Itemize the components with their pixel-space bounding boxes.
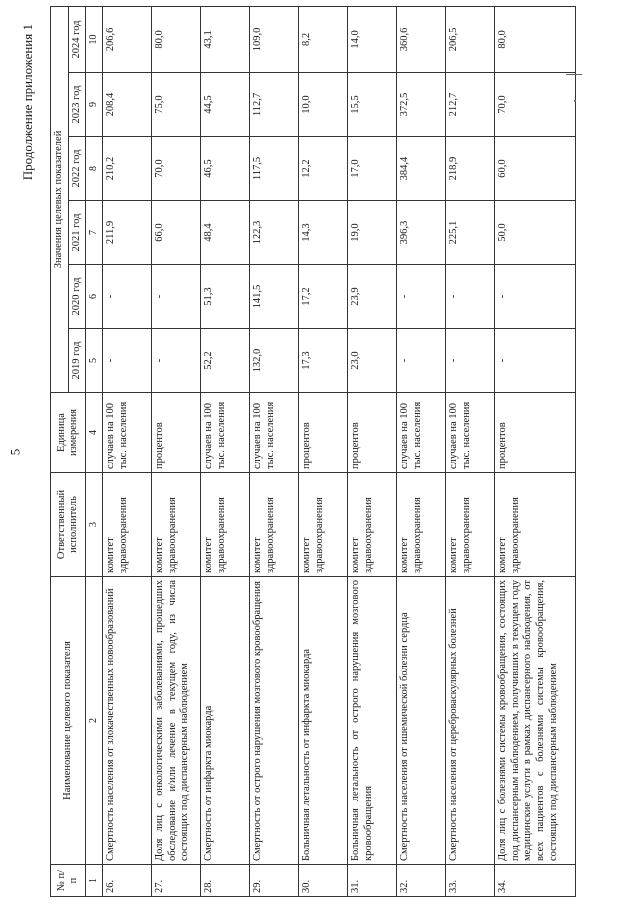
- value-cell: -: [397, 265, 446, 329]
- row-number: 30.: [299, 865, 348, 897]
- pen-mark: [566, 74, 582, 75]
- unit: процентов: [495, 393, 576, 473]
- table-row: [348, 6, 397, 896]
- table-row: [495, 6, 576, 896]
- header-year: 2019 год: [68, 329, 86, 393]
- value-cell: 80,0: [152, 6, 201, 72]
- header-row-1: [51, 6, 69, 896]
- value-cell: 8,2: [299, 6, 348, 72]
- value-cell: 75,0: [152, 73, 201, 137]
- continuation-label: Продолжение приложения 1: [20, 24, 35, 181]
- table-row: [446, 6, 495, 896]
- executor: комитет здравоохранения: [397, 473, 446, 577]
- value-cell: 372,5: [397, 73, 446, 137]
- indicator-name: Смертность населения от злокачественных новообразований: [103, 577, 152, 865]
- value-cell: 396,3: [397, 201, 446, 265]
- value-cell: -: [495, 329, 576, 393]
- value-cell: -: [152, 265, 201, 329]
- header-year: 2022 год: [68, 137, 86, 201]
- value-cell: 122,3: [250, 201, 299, 265]
- value-cell: 141,5: [250, 265, 299, 329]
- unit: случаев на 100 тыс. населения: [446, 393, 495, 473]
- executor: комитет здравоохранения: [299, 473, 348, 577]
- value-cell: 206,5: [446, 6, 495, 72]
- value-cell: 23,0: [348, 329, 397, 393]
- row-number: 34.: [495, 865, 576, 897]
- column-number: 2: [86, 577, 103, 865]
- value-cell: -: [152, 329, 201, 393]
- value-cell: 43,1: [201, 6, 250, 72]
- indicator-name: Смертность населения от цереброваскулярных болезней: [446, 577, 495, 865]
- indicators-table: [50, 6, 576, 897]
- column-number: 3: [86, 473, 103, 577]
- value-cell: 80,0: [495, 6, 576, 72]
- value-cell: 17,0: [348, 137, 397, 201]
- value-cell: -: [103, 265, 152, 329]
- value-cell: 211,9: [103, 201, 152, 265]
- value-cell: 360,6: [397, 6, 446, 72]
- column-number: 9: [86, 73, 103, 137]
- value-cell: 70,0: [495, 73, 576, 137]
- value-cell: 23,9: [348, 265, 397, 329]
- row-number: 28.: [201, 865, 250, 897]
- value-cell: 12,2: [299, 137, 348, 201]
- value-cell: 50,0: [495, 201, 576, 265]
- unit: процентов: [348, 393, 397, 473]
- header-values-group: Значения целевых показателей: [51, 6, 69, 392]
- table-row: [103, 6, 152, 896]
- table-row: [201, 6, 250, 896]
- table-row: [299, 6, 348, 896]
- value-cell: 14,3: [299, 201, 348, 265]
- value-cell: -: [495, 265, 576, 329]
- indicator-name: Больничная летальность от острого нарушения мозгового кровообращения: [348, 577, 397, 865]
- header-year: 2021 год: [68, 201, 86, 265]
- executor: комитет здравоохранения: [152, 473, 201, 577]
- value-cell: -: [446, 329, 495, 393]
- table-row: [250, 6, 299, 896]
- header-num: № п/п: [51, 865, 86, 897]
- pen-dot: [574, 100, 576, 102]
- value-cell: 117,5: [250, 137, 299, 201]
- row-number: 33.: [446, 865, 495, 897]
- value-cell: -: [397, 329, 446, 393]
- header-row-column-numbers: [86, 6, 103, 896]
- value-cell: -: [446, 265, 495, 329]
- value-cell: 206,6: [103, 6, 152, 72]
- header-executor: Ответственный исполнитель: [51, 473, 86, 577]
- unit: случаев на 100 тыс. населения: [103, 393, 152, 473]
- value-cell: 17,2: [299, 265, 348, 329]
- value-cell: 70,0: [152, 137, 201, 201]
- executor: комитет здравоохранения: [250, 473, 299, 577]
- unit: процентов: [299, 393, 348, 473]
- column-number: 7: [86, 201, 103, 265]
- value-cell: 10,0: [299, 73, 348, 137]
- value-cell: 212,7: [446, 73, 495, 137]
- row-number: 26.: [103, 865, 152, 897]
- value-cell: 52,2: [201, 329, 250, 393]
- value-cell: 132,0: [250, 329, 299, 393]
- column-number: 8: [86, 137, 103, 201]
- header-year: 2024 год: [68, 6, 86, 72]
- column-number: 5: [86, 329, 103, 393]
- header-name: Наименование целевого показателя: [51, 577, 86, 865]
- executor: комитет здравоохранения: [348, 473, 397, 577]
- indicator-name: Смертность от инфаркта миокарда: [201, 577, 250, 865]
- indicator-name: Смертность от острого нарушения мозгового кровообращения: [250, 577, 299, 865]
- executor: комитет здравоохранения: [201, 473, 250, 577]
- indicator-name: Больничная летальность от инфаркта миокарда: [299, 577, 348, 865]
- header-year: 2020 год: [68, 265, 86, 329]
- page-number: 5: [7, 448, 23, 456]
- unit: процентов: [152, 393, 201, 473]
- column-number: 6: [86, 265, 103, 329]
- unit: случаев на 100 тыс. населения: [201, 393, 250, 473]
- value-cell: 112,7: [250, 73, 299, 137]
- unit: случаев на 100 тыс. населения: [397, 393, 446, 473]
- row-number: 32.: [397, 865, 446, 897]
- value-cell: 66,0: [152, 201, 201, 265]
- value-cell: 210,2: [103, 137, 152, 201]
- value-cell: 44,5: [201, 73, 250, 137]
- value-cell: 60,0: [495, 137, 576, 201]
- value-cell: 17,3: [299, 329, 348, 393]
- executor: комитет здравоохранения: [103, 473, 152, 577]
- value-cell: 15,5: [348, 73, 397, 137]
- table-row: [397, 6, 446, 896]
- row-number: 27.: [152, 865, 201, 897]
- value-cell: 208,4: [103, 73, 152, 137]
- executor: комитет здравоохранения: [495, 473, 576, 577]
- row-number: 31.: [348, 865, 397, 897]
- indicator-name: Доля лиц с болезнями системы кровообращения, состоящих под диспансерным наблюдением, получивших в текущем году медицинские услуги в рамках диспансерного наблюдения, от всех пациентов с болезнями системы кровообращения, состоящих под диспансерным наблюдением: [495, 577, 576, 865]
- column-number: 10: [86, 6, 103, 72]
- row-number: 29.: [250, 865, 299, 897]
- indicator-name: Доля лиц с онкологическими заболеваниями, прошедших обследование и/или лечение в текущем году, из числа состоящих под диспансерным наблюдением: [152, 577, 201, 865]
- value-cell: 51,3: [201, 265, 250, 329]
- unit: случаев на 100 тыс. населения: [250, 393, 299, 473]
- value-cell: 109,0: [250, 6, 299, 72]
- column-number: 4: [86, 393, 103, 473]
- indicator-name: Смертность населения от ишемической болезни сердца: [397, 577, 446, 865]
- value-cell: 218,9: [446, 137, 495, 201]
- value-cell: 225,1: [446, 201, 495, 265]
- value-cell: -: [103, 329, 152, 393]
- header-unit: Единица измерения: [51, 393, 86, 473]
- value-cell: 14,0: [348, 6, 397, 72]
- value-cell: 48,4: [201, 201, 250, 265]
- value-cell: 384,4: [397, 137, 446, 201]
- executor: комитет здравоохранения: [446, 473, 495, 577]
- header-year: 2023 год: [68, 73, 86, 137]
- column-number: 1: [86, 865, 103, 897]
- value-cell: 46,5: [201, 137, 250, 201]
- value-cell: 19,0: [348, 201, 397, 265]
- table-row: [152, 6, 201, 896]
